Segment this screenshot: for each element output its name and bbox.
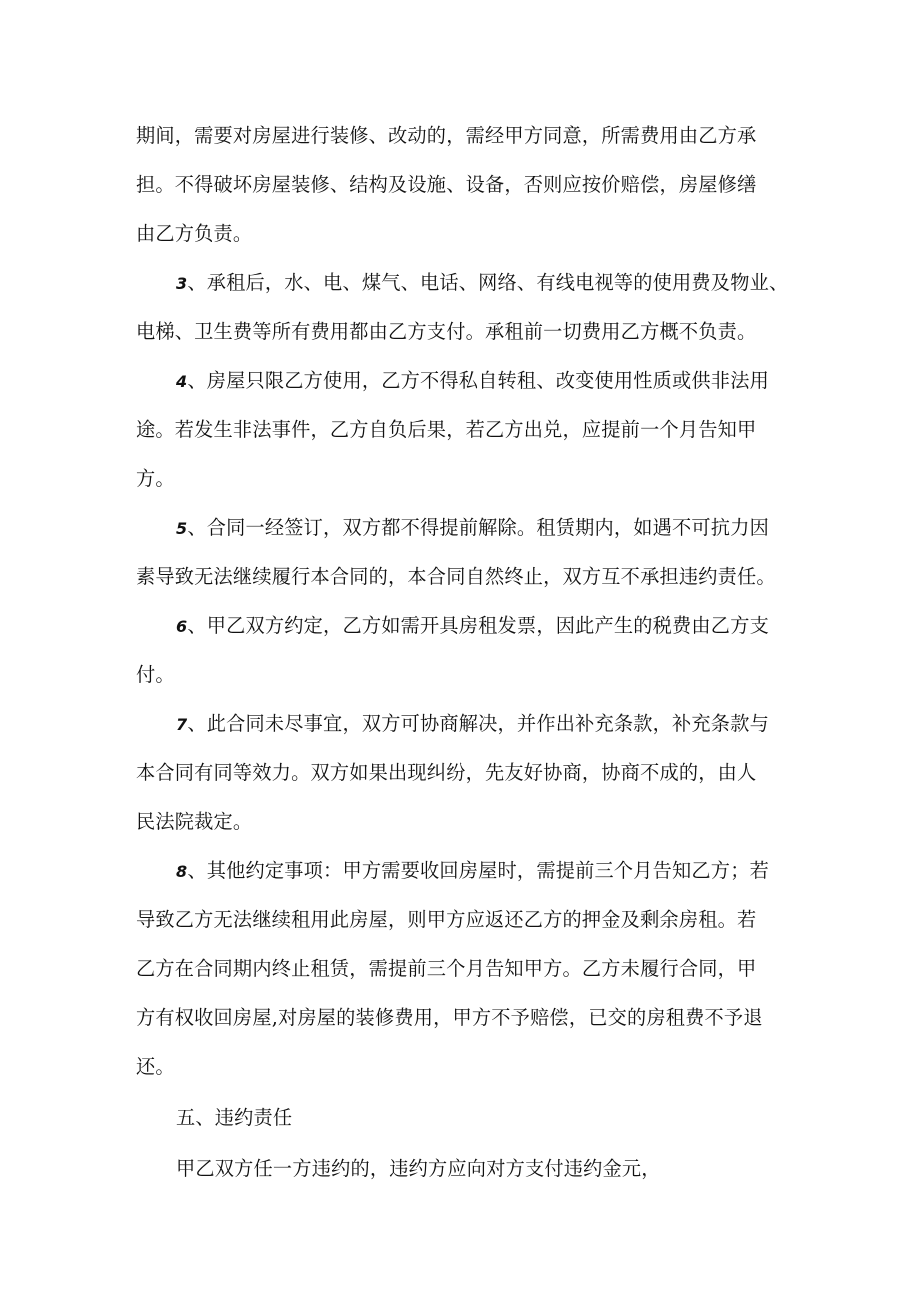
clause-3-line bbox=[176, 266, 836, 300]
text-line: 、此合同未尽事宜，双方可协商解决，并作出补充条款，补充条款与 bbox=[187, 712, 769, 735]
clause-8-line bbox=[176, 854, 836, 888]
text-line: 担。不得破坏房屋装修、结构及设施、设备，否则应按价赔偿，房屋修缮 bbox=[136, 173, 757, 196]
clause-4-line bbox=[176, 364, 836, 398]
text-line: 、房屋只限乙方使用，乙方不得私自转租、改变使用性质或供非法用 bbox=[187, 369, 769, 392]
text-line: 、承租后，水、电、煤气、电话、网络、有线电视等的使用费及物业、 bbox=[187, 271, 789, 294]
text-line: 民法院裁定。 bbox=[136, 810, 253, 833]
clause-number: 4 bbox=[176, 372, 188, 391]
text-line: 本合同有同等效力。双方如果出现纠纷，先友好协商，协商不成的，由人 bbox=[136, 761, 757, 784]
clause-number: 7 bbox=[176, 715, 188, 734]
clause-7-line bbox=[176, 707, 836, 741]
text-line: 、其他约定事项：甲方需要收回房屋时，需提前三个月告知乙方；若 bbox=[187, 859, 769, 882]
text-line: 付。 bbox=[136, 663, 175, 686]
text-line: 导致乙方无法继续租用此房屋，则甲方应返还乙方的押金及剩余房租。若 bbox=[136, 908, 757, 931]
text-line: 还。 bbox=[136, 1055, 175, 1078]
clause-5-line bbox=[176, 511, 836, 545]
text-line: 由乙方负责。 bbox=[136, 222, 253, 245]
clause-number: 6 bbox=[176, 617, 188, 636]
clause-number: 3 bbox=[176, 274, 188, 293]
text-line: 乙方在合同期内终止租赁，需提前三个月告知甲方。乙方未履行合同，甲 bbox=[136, 957, 757, 980]
clause-6-line bbox=[176, 609, 836, 643]
text-line: 方。 bbox=[136, 467, 175, 490]
clause-number: 5 bbox=[176, 519, 188, 538]
text-line: 甲乙双方任一方违约的，违约方应向对方支付违约金元， bbox=[176, 1157, 661, 1180]
clause-number: 8 bbox=[176, 862, 188, 881]
text-line: 电梯、卫生费等所有费用都由乙方支付。承租前一切费用乙方概不负责。 bbox=[136, 320, 757, 343]
text-line: 、甲乙双方约定，乙方如需开具房租发票，因此产生的税费由乙方支 bbox=[187, 614, 769, 637]
text-line: 方有权收回房屋,对房屋的装修费用，甲方不予赔偿，已交的房租费不予退 bbox=[136, 1006, 763, 1029]
text-line: 、合同一经签订，双方都不得提前解除。租赁期内，如遇不可抗力因 bbox=[187, 516, 769, 539]
text-line: 素导致无法继续履行本合同的，本合同自然终止，双方互不承担违约责任。 bbox=[136, 565, 776, 588]
section-heading: 五、违约责任 bbox=[176, 1106, 293, 1129]
text-line: 期间，需要对房屋进行装修、改动的，需经甲方同意，所需费用由乙方承 bbox=[136, 124, 757, 147]
text-line: 途。若发生非法事件，乙方自负后果，若乙方出兑，应提前一个月告知甲 bbox=[136, 418, 757, 441]
